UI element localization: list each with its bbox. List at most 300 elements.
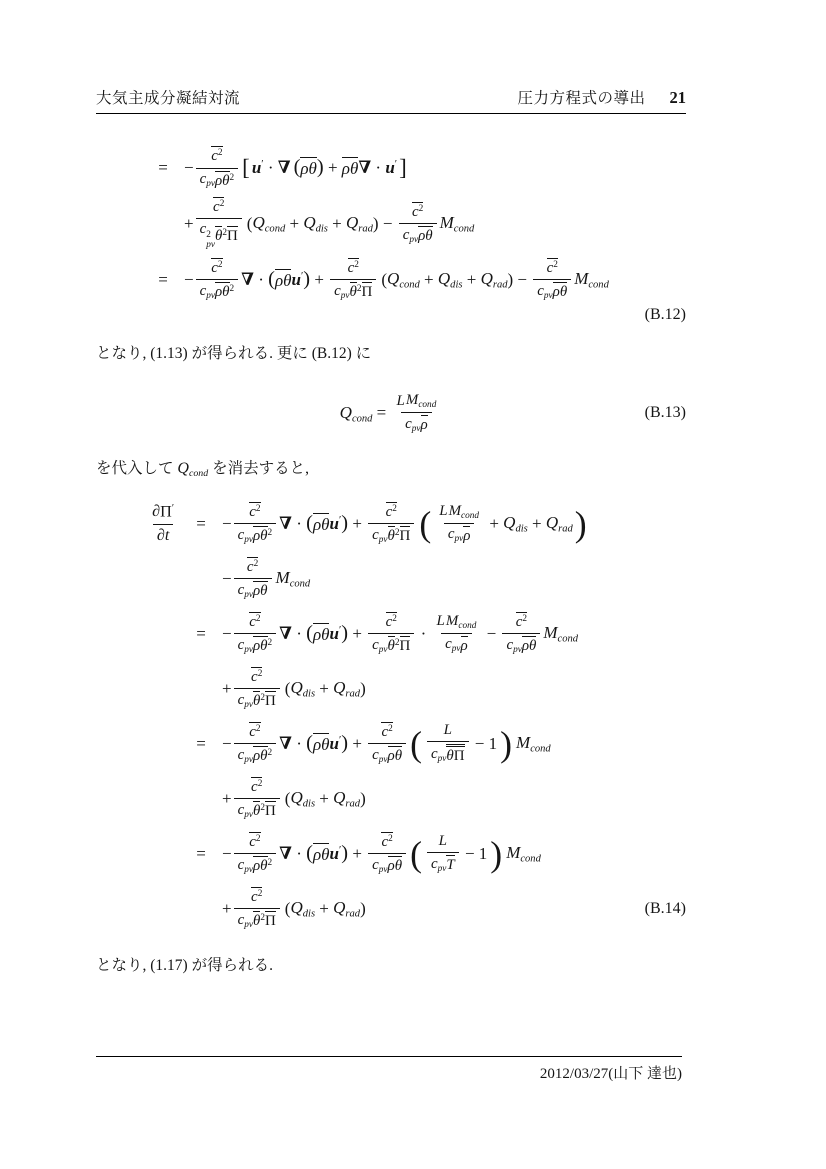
scripted-symbol: Qdis [303, 213, 328, 235]
overline [461, 636, 468, 655]
math-row [437, 613, 477, 631]
math-row [200, 221, 238, 251]
scripted-symbol: cpv [237, 581, 253, 600]
math-symbol: ρ [312, 624, 322, 644]
scripted-symbol: cpv [237, 801, 253, 820]
overline [249, 832, 260, 851]
math-row [405, 415, 428, 434]
math-symbol: u [291, 269, 301, 289]
delimiter: ) [490, 833, 503, 874]
math-symbol: ρ [418, 228, 426, 245]
scripted-symbol: Qcond [177, 460, 209, 480]
math-symbol: c [372, 636, 379, 653]
scripted-symbol: cpv [199, 171, 215, 190]
header-right [517, 86, 686, 108]
math-symbol: + [485, 513, 504, 533]
equation-line [96, 254, 686, 306]
overline [321, 733, 329, 755]
equals-sign: = [158, 269, 168, 289]
fraction [427, 722, 469, 765]
math-symbol: · [291, 623, 307, 643]
math-symbol: c [515, 614, 523, 631]
math-symbol: Q [545, 513, 559, 533]
math-symbol: ∇ [279, 733, 292, 753]
math-symbol: ( [381, 269, 388, 289]
delimiter: ) [574, 503, 587, 544]
math-symbol: ) [372, 213, 379, 233]
math-row [448, 526, 471, 545]
equation-body [184, 146, 686, 189]
math-row [184, 146, 407, 189]
math-symbol: + [315, 898, 334, 918]
overline [211, 258, 222, 277]
math-symbol: c [537, 282, 544, 299]
overline [412, 202, 423, 221]
math-symbol: · [291, 513, 307, 533]
overline [249, 612, 260, 631]
math-symbol: u [329, 843, 339, 863]
math-symbol: Q [346, 213, 359, 233]
overline [265, 911, 276, 930]
scripted-symbol: Qrad [480, 269, 508, 291]
scripted-symbol: Mcond [275, 568, 311, 590]
scripted-symbol: Qcond [339, 402, 373, 424]
scripted-symbol: θ $^2$ [349, 284, 362, 301]
math-symbol: c [199, 221, 207, 238]
math-symbol: Q [339, 402, 352, 422]
math-row [431, 744, 465, 765]
math-symbol: Q [437, 269, 451, 289]
math-symbol: c [447, 526, 455, 543]
scripted-symbol: Qdis [437, 269, 463, 291]
scripted-symbol: cpv [445, 636, 461, 655]
math-symbol: Q [333, 898, 346, 918]
math-symbol: + [527, 513, 546, 533]
math-symbol: c [237, 746, 245, 763]
fraction [234, 612, 277, 655]
math-symbol: θ [252, 913, 261, 930]
overline [381, 722, 392, 741]
equation-line [96, 828, 686, 880]
math-row [152, 503, 174, 522]
scripted-symbol: $c^2$ [249, 834, 261, 851]
overline [388, 526, 395, 545]
math-symbol: θ [559, 284, 568, 301]
overline [260, 636, 267, 655]
page-footer [96, 1056, 682, 1083]
math-symbol: − [184, 269, 194, 289]
math-symbol: c [385, 504, 393, 521]
delimiter: ( [410, 833, 422, 874]
overline [247, 557, 258, 576]
equation-block-b14 [96, 498, 686, 935]
footer-date-author: 2012/03/27(山下 達也) [539, 1066, 682, 1082]
scripted-symbol: cpv [372, 746, 388, 765]
overline [313, 843, 321, 865]
math-symbol: Π [160, 503, 172, 521]
overline [529, 636, 536, 655]
overline [321, 513, 329, 535]
overline [522, 636, 529, 655]
math-symbol: M [516, 733, 531, 753]
math-row [446, 746, 464, 765]
scripted-symbol: Qdis [503, 513, 528, 535]
overline [362, 282, 373, 301]
scripted-symbol: θ $^2$ [387, 528, 400, 545]
delimiter: ) [316, 156, 324, 179]
math-symbol: ρ [300, 159, 309, 178]
overline [253, 526, 260, 545]
equation-line [96, 773, 686, 825]
math-symbol: + [222, 678, 232, 698]
delimiter: ( [306, 732, 313, 755]
math-symbol: c [237, 911, 245, 928]
math-symbol: c [445, 636, 452, 653]
math-symbol: L [438, 833, 447, 850]
delimiter: ( [410, 723, 422, 764]
scripted-symbol: cpv [237, 856, 253, 875]
overline [309, 157, 317, 179]
math-symbol: ) [507, 269, 514, 289]
math-symbol: θ [321, 734, 330, 754]
scripted-symbol: $c^2$ [381, 724, 393, 741]
math-symbol: · [371, 158, 386, 177]
math-row [184, 197, 474, 251]
math-symbol: M [405, 392, 419, 409]
scripted-symbol: cpv [334, 282, 350, 301]
equation-block-b12 [96, 142, 686, 325]
math-symbol: − [482, 623, 501, 643]
math-symbol: u [251, 158, 262, 177]
overline [350, 282, 357, 301]
equation-body [222, 557, 686, 600]
scripted-symbol: cpv [237, 691, 253, 710]
scripted-symbol: cpv [430, 855, 447, 874]
math-symbol: M [275, 568, 290, 588]
scripted-symbol: $c^2$ [251, 889, 263, 906]
math-row [222, 887, 366, 930]
scripted-symbol: θ $^2$ [387, 638, 400, 655]
overline [395, 856, 402, 875]
overline [553, 282, 560, 301]
math-symbol: Π [264, 803, 276, 820]
math-symbol: θ [252, 803, 261, 820]
math-symbol: M [448, 502, 462, 519]
overline [400, 526, 411, 545]
math-symbol: ) [360, 788, 366, 808]
overline [283, 269, 291, 291]
math-row [238, 526, 273, 545]
scripted-symbol: $c^2$ [251, 779, 263, 796]
scripted-symbol: θ $^2$ [214, 228, 227, 245]
scripted-symbol: Qcond [252, 213, 286, 235]
overline [400, 636, 411, 655]
math-symbol: c [199, 282, 207, 299]
math-symbol: Π [226, 228, 238, 245]
math-row [222, 832, 541, 875]
math-symbol: Π [264, 913, 276, 930]
math-row [238, 581, 268, 600]
math-row [222, 667, 366, 710]
math-symbol: + [285, 213, 304, 233]
equation-line [96, 608, 686, 660]
overline [386, 502, 397, 521]
scripted-symbol: $c^2$ [381, 834, 393, 851]
math-symbol: · [416, 623, 431, 643]
math-symbol: ( [284, 678, 291, 698]
equation-line [96, 553, 686, 605]
scripted-symbol: $c^2$ [249, 724, 261, 741]
paragraph-after-b12: となり, (1.13) が得られる. 更に (B.12) に [96, 344, 372, 362]
math-symbol: Q [387, 269, 400, 289]
math-symbol: c [249, 504, 256, 521]
math-symbol: + [222, 788, 232, 808]
overline [388, 746, 395, 765]
math-symbol: ρ [463, 527, 471, 544]
math-row [157, 527, 169, 545]
math-symbol: u [329, 733, 339, 753]
equation-line [96, 663, 686, 715]
math-symbol: ρ [460, 637, 468, 654]
overline [300, 157, 308, 179]
math-symbol: Π [399, 528, 411, 545]
equation-line [96, 305, 686, 325]
overline [350, 157, 358, 179]
math-symbol: θ [260, 528, 268, 545]
math-symbol: ∇ [241, 269, 254, 289]
math-row [279, 623, 348, 645]
scripted-symbol: u′ [329, 623, 342, 643]
math-symbol: c [251, 779, 258, 796]
math-symbol: − [222, 843, 232, 863]
math-symbol: ∇ [279, 513, 292, 533]
equation-body [222, 612, 686, 655]
overline [321, 623, 329, 645]
math-symbol: ∇ [277, 158, 291, 177]
math-row [247, 213, 379, 234]
overline [213, 197, 224, 216]
delimiter: ( [293, 156, 301, 179]
scripted-symbol: $c^2$ [246, 559, 259, 576]
scripted-symbol: $c^2$ [211, 148, 223, 165]
math-symbol: + [315, 788, 334, 808]
scripted-symbol: Qrad [346, 213, 373, 235]
math-row [222, 502, 587, 545]
scripted-symbol: θ $^2$ [222, 284, 235, 301]
math-symbol: θ [387, 638, 395, 655]
equation-body [222, 887, 686, 930]
math-symbol: θ [260, 748, 268, 765]
math-symbol: c [213, 199, 220, 216]
overline [215, 171, 222, 190]
math-symbol: L [436, 613, 445, 630]
math-symbol: θ [283, 270, 292, 290]
paragraph-before-b14: を代入して Qcond を消去すると, [96, 457, 686, 482]
math-row [431, 855, 455, 874]
fraction [148, 503, 178, 545]
scripted-symbol: Mcond [439, 213, 475, 235]
math-symbol: − 1 [470, 733, 498, 753]
math-symbol: Q [290, 788, 303, 808]
overline [275, 269, 283, 291]
math-row [445, 636, 468, 655]
math-row [238, 691, 276, 710]
scripted-symbol: Qdis [290, 678, 316, 700]
math-row [372, 746, 402, 765]
overline [446, 855, 454, 874]
equation-body [222, 832, 686, 875]
delimiter: ( [268, 268, 275, 291]
fraction [368, 612, 414, 655]
fraction [435, 503, 483, 545]
fraction [234, 832, 277, 875]
math-symbol: ) [360, 898, 366, 918]
math-symbol: c [237, 581, 245, 598]
math-symbol: θ [349, 284, 357, 301]
overline [425, 226, 432, 245]
math-row [238, 746, 273, 765]
fraction [393, 392, 441, 434]
math-symbol: Π [453, 748, 465, 765]
math-row [184, 258, 609, 301]
scripted-symbol: $c^2$ [213, 199, 225, 216]
paragraph-closing: となり, (1.17) が得られる. [96, 956, 273, 974]
math-symbol: c [381, 724, 389, 741]
math-row [238, 636, 273, 655]
math-symbol: + [184, 213, 194, 233]
math-symbol: Q [333, 678, 346, 698]
delimiter: ( [306, 622, 313, 645]
header-left-title: 大気主成分凝結対流 [96, 90, 241, 107]
scripted-symbol: θ $^2$ [260, 748, 273, 765]
overline [253, 581, 260, 600]
scripted-symbol: cpv [237, 911, 253, 930]
overline [454, 746, 465, 765]
math-row [222, 722, 551, 765]
math-row [285, 898, 366, 919]
scripted-symbol: cpv [237, 636, 253, 655]
equation-body [222, 502, 686, 545]
fraction [234, 557, 272, 600]
math-symbol: Q [303, 213, 316, 233]
math-symbol: θ [260, 638, 268, 655]
scripted-symbol: Qdis [290, 898, 316, 920]
math-row [285, 788, 366, 809]
math-symbol: c [372, 856, 379, 873]
math-symbol: ) [360, 678, 366, 698]
math-symbol: M [439, 213, 454, 233]
math-symbol: · [263, 158, 278, 177]
math-symbol: c [506, 636, 514, 653]
math-row [381, 269, 513, 290]
scripted-symbol: cpv [537, 282, 553, 301]
math-symbol: c [546, 260, 554, 277]
math-symbol: ρ [252, 858, 261, 875]
math-symbol: + [310, 269, 329, 289]
scripted-symbol: $c^2$ [546, 260, 558, 277]
equals-sign: = [196, 733, 206, 753]
math-symbol: − 1 [460, 843, 488, 863]
equation-body [222, 667, 686, 710]
delimiter: ( [306, 842, 313, 865]
overline [348, 258, 359, 277]
math-symbol: ∇ [279, 623, 292, 643]
overline [313, 733, 321, 755]
fraction [234, 777, 280, 820]
delimiter: ( [306, 512, 313, 535]
scripted-symbol: cpv [405, 415, 421, 434]
overline [215, 282, 222, 301]
inline-math [177, 460, 209, 480]
fraction [196, 197, 242, 251]
math-symbol: c [412, 204, 419, 221]
scripted-symbol: cpv [447, 526, 464, 545]
delimiter: ) [500, 723, 513, 764]
scripted-symbol: cpv [402, 226, 419, 245]
scripted-symbol: Mcond [405, 392, 437, 411]
math-symbol: θ [252, 693, 261, 710]
equation-tag: (B.13) [644, 404, 686, 422]
fraction [368, 722, 406, 765]
math-symbol: c [347, 260, 355, 277]
scripted-symbol: Mcond [448, 502, 480, 521]
math-row [334, 282, 372, 301]
scripted-symbol: θ $^2$ [260, 528, 273, 545]
math-symbol: Π [361, 284, 373, 301]
delimiter: ] [399, 155, 407, 181]
math-symbol: θ [529, 638, 537, 655]
delimiter: [ [242, 155, 250, 181]
scripted-symbol: Qrad [333, 898, 361, 920]
math-symbol: c [211, 148, 218, 165]
math-row [372, 526, 410, 545]
overline [395, 746, 402, 765]
scripted-symbol: Qrad [545, 513, 573, 535]
page-content [96, 0, 686, 977]
math-symbol: T [446, 857, 455, 874]
fraction [196, 258, 239, 301]
equation-tag: (B.14) [644, 899, 686, 917]
equals-sign: = [196, 843, 206, 863]
math-symbol: + [222, 898, 232, 918]
overline [251, 777, 262, 796]
math-symbol: ρ [521, 638, 530, 655]
scripted-symbol: cpv [372, 856, 388, 875]
delimiter: ) [341, 512, 349, 535]
equation-line [96, 197, 686, 251]
equation-lhs [96, 503, 180, 545]
scripted-symbol: $c^2$ [515, 614, 528, 631]
math-symbol: + [348, 843, 367, 863]
math-symbol: Q [290, 898, 303, 918]
math-symbol: − [222, 513, 232, 533]
math-row [372, 636, 410, 655]
overline [222, 282, 229, 301]
overline [547, 258, 558, 277]
overline [446, 746, 453, 765]
fraction [234, 502, 277, 545]
scripted-symbol: $c^2$ [249, 614, 261, 631]
math-symbol: θ [387, 528, 395, 545]
overline [388, 856, 395, 875]
overline [222, 171, 229, 190]
overline [251, 667, 262, 686]
math-symbol: c [249, 834, 256, 851]
equation-body [96, 306, 686, 324]
scripted-symbol: $c^2$ [251, 669, 263, 686]
math-symbol: ρ [252, 748, 261, 765]
math-symbol: ρ [341, 159, 350, 178]
